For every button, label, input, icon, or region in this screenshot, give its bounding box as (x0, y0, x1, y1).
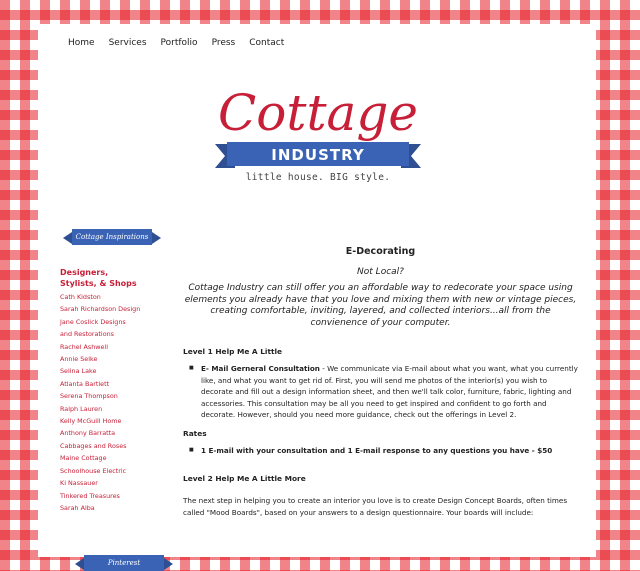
sidebar-link[interactable]: Maine Cottage (60, 454, 107, 463)
sidebar-link[interactable]: Rachel Ashwell (60, 342, 108, 351)
sidebar-link[interactable]: Anthony Barratta (60, 429, 116, 438)
level1-heading: Level 1 Help Me A Little (183, 347, 283, 356)
rates-heading: Rates (183, 428, 207, 438)
sidebar-link[interactable]: Kelly McGuill Home (60, 417, 122, 426)
sidebar-link[interactable]: Serena Thompson (60, 392, 118, 401)
sidebar-link[interactable]: Sarah Richardson Design (60, 305, 141, 314)
page-subtitle: Not Local? (357, 267, 404, 277)
level2-text: The next step in helping you to create an interior you love is to create Design Concept Boards, often times called "Mood Boards", based on your answers to a design questionnaire. Your boards will include: (183, 496, 568, 517)
page-title: E-Decorating (345, 246, 416, 257)
sidebar-link-list (60, 291, 160, 514)
nav-services[interactable]: Services (108, 38, 147, 48)
sidebar-link[interactable]: Cabbages and Roses (60, 441, 127, 450)
sidebar-link[interactable]: and Restorations (60, 330, 114, 339)
bullet-text: - We communicate via E-mail about what you want, what you currently like, and what you want to get rid of. First, you will send me photos of the interior(s) you wish to decorate and fill out a design information sheet, and then we'll talk color, furniture, fabric, lighting and accessories. This consultation may be all you need to get inspired and confident to go forth and decorate. However, should you need more guidance, check out the offerings in Level 2. (201, 364, 578, 419)
nav-contact[interactable]: Contact (249, 38, 285, 48)
sidebar-link[interactable]: Ki Nassauer (60, 479, 98, 488)
rate-text: 1 E-mail with your consultation and 1 E-mail response to any questions you have - $50 (201, 445, 553, 455)
main-content (183, 246, 578, 518)
sidebar-banner-inspirations: Cottage Inspirations (72, 229, 152, 245)
sidebar-link[interactable]: Cath Kidston (60, 293, 101, 301)
level1-bullet (183, 363, 578, 421)
nav-home[interactable]: Home (68, 38, 95, 48)
sidebar-heading: Designers, Stylists, & Shops (60, 268, 137, 288)
sidebar-link[interactable]: Ralph Lauren (60, 404, 103, 413)
sidebar-link[interactable]: Jane Coslick Designs (60, 317, 126, 326)
sidebar-link[interactable]: Sarah Alba (60, 503, 95, 512)
logo-tagline: little house. BIG style. (245, 172, 391, 183)
nav-press[interactable]: Press (211, 38, 236, 48)
logo-word-cottage: Cottage (218, 84, 418, 142)
sidebar-link[interactable]: Atlanta Bartlett (60, 379, 110, 388)
rate-bullet (183, 445, 578, 457)
intro-text: Cottage Industry can still offer you an affordable way to redecorate your space using elements you already have that you love and mixing them with new or vintage pieces, creating comfortable, inviting, layered, and collected interiors...all from the convienence of your computer. (184, 283, 577, 328)
sidebar-link[interactable]: Schoolhouse Electric (60, 466, 127, 475)
sidebar (60, 229, 160, 567)
top-nav (68, 38, 284, 48)
level2-heading: Level 2 Help Me A Little More (183, 474, 306, 483)
page-container (38, 24, 596, 567)
site-logo[interactable] (213, 80, 423, 190)
sidebar-link[interactable]: Tinkered Treasures (60, 491, 120, 500)
sidebar-banner-pinterest: Pinterest (84, 555, 164, 571)
bullet-bold-label: E- Mail Gerneral Consultation (201, 364, 320, 373)
sidebar-link[interactable]: Selina Lake (60, 367, 97, 376)
sidebar-link[interactable]: Annie Selke (60, 355, 98, 364)
logo-word-industry: INDUSTRY (271, 146, 365, 164)
nav-portfolio[interactable]: Portfolio (160, 38, 198, 48)
